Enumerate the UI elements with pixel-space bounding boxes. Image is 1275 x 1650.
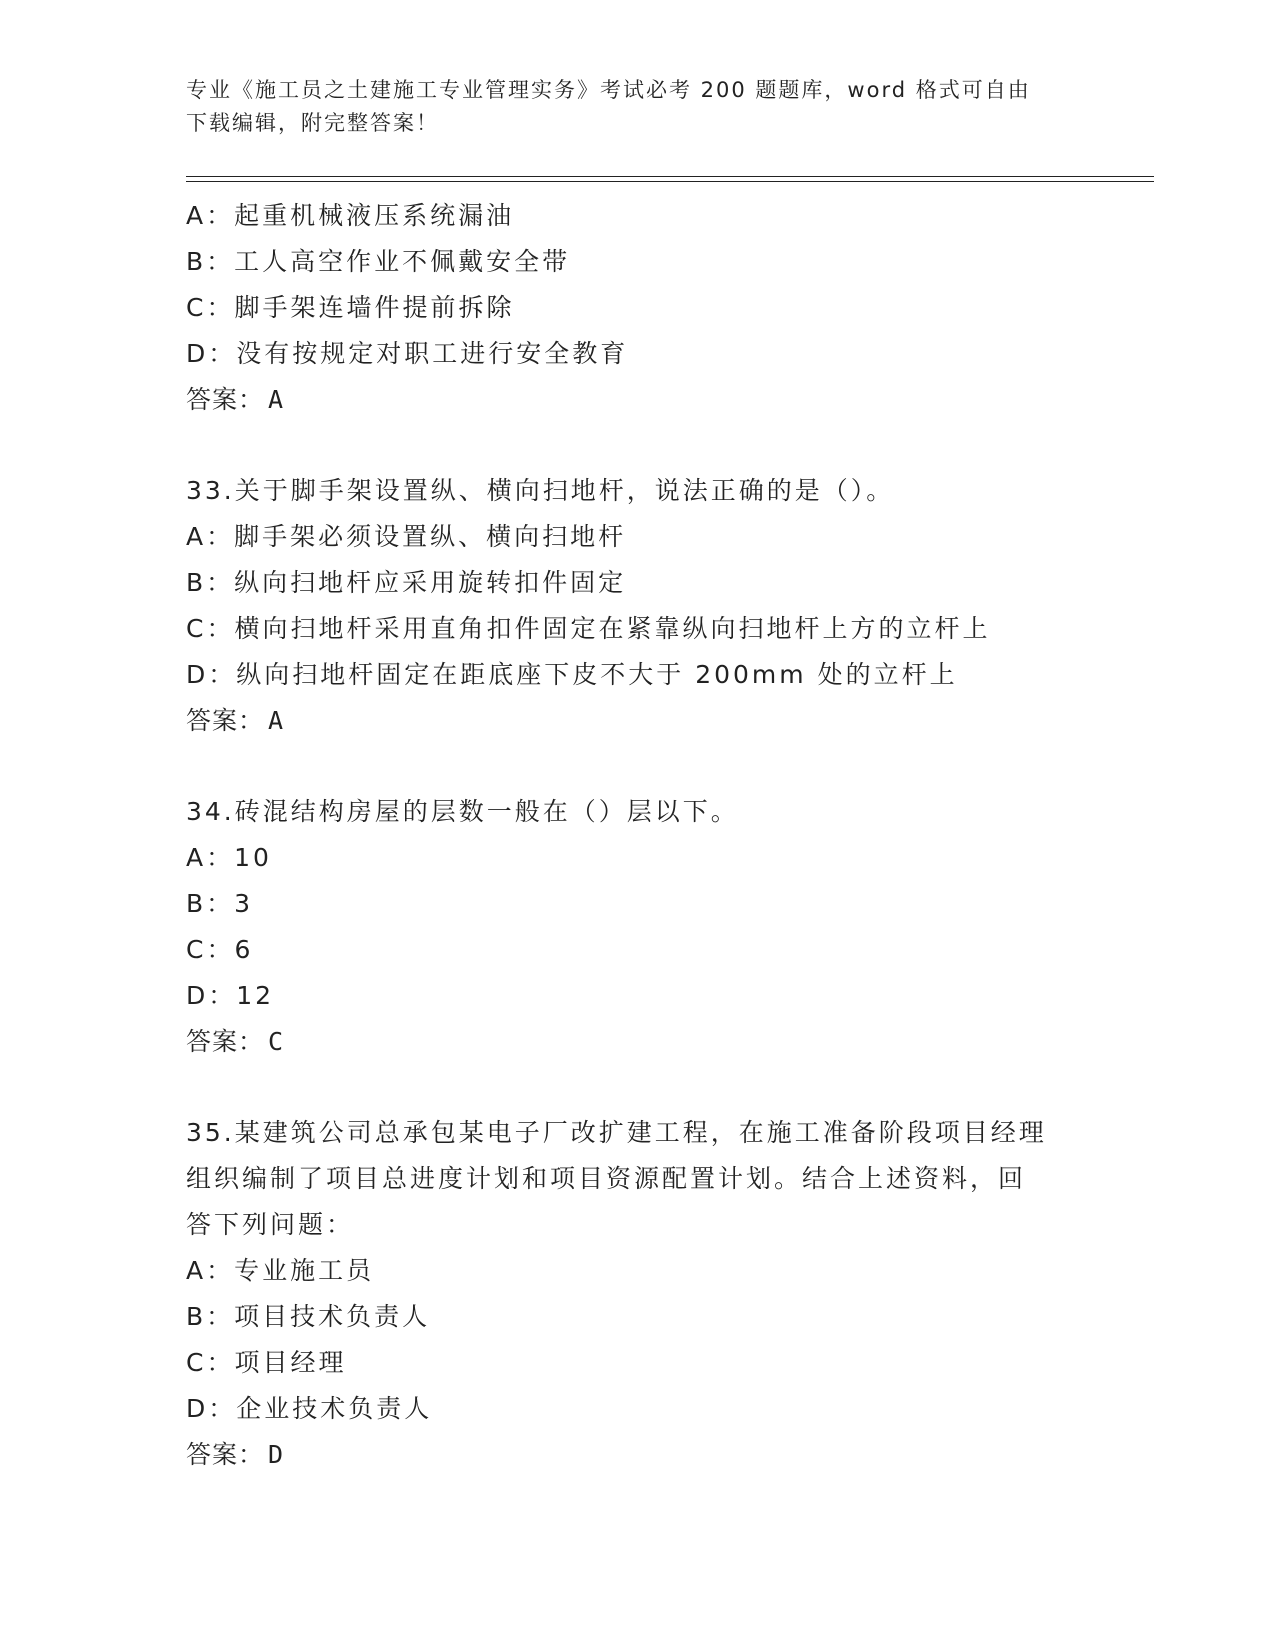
option-a: A：专业施工员: [186, 1256, 375, 1285]
option-b: B：项目技术负责人: [186, 1302, 431, 1331]
answer-value: A: [268, 385, 285, 414]
answer-line: [186, 1432, 1086, 1478]
option-a: A：起重机械液压系统漏油: [186, 201, 515, 230]
answer-line: [186, 377, 1086, 423]
option-c: C：脚手架连墙件提前拆除: [186, 293, 515, 322]
answer-line: [186, 1019, 1086, 1065]
option-b: B：纵向扫地杆应采用旋转扣件固定: [186, 568, 627, 597]
answer-label: 答案：: [186, 385, 265, 414]
option-d: D：纵向扫地杆固定在距底座下皮不大于 200mm 处的立杆上: [186, 660, 958, 689]
option-c: C：6: [186, 935, 254, 964]
option-d: D：没有按规定对职工进行安全教育: [186, 339, 629, 368]
header-rule-top: [186, 176, 1154, 177]
header-line-1: 专业《施工员之土建施工专业管理实务》考试必考 200 题题库，word 格式可自由: [186, 78, 1031, 102]
question-text-line-1: 35.某建筑公司总承包某电子厂改扩建工程，在施工准备阶段项目经理: [186, 1118, 1047, 1147]
answer-value: D: [268, 1440, 285, 1469]
option-b: B：工人高空作业不佩戴安全带: [186, 247, 571, 276]
answer-line: [186, 698, 1086, 744]
question-text-line-3: 答下列问题：: [186, 1210, 355, 1239]
header-rule-bottom: [186, 181, 1154, 182]
block-spacer: [186, 744, 1086, 789]
option-c: C：横向扫地杆采用直角扣件固定在紧靠纵向扫地杆上方的立杆上: [186, 614, 991, 643]
option-a: A：脚手架必须设置纵、横向扫地杆: [186, 522, 627, 551]
option-d: D：12: [186, 981, 275, 1010]
answer-label: 答案：: [186, 1027, 265, 1056]
option-b: B：3: [186, 889, 254, 918]
question-block-34: [186, 789, 1086, 1065]
question-text: 33.关于脚手架设置纵、横向扫地杆，说法正确的是（）。: [186, 476, 895, 505]
answer-value: A: [268, 706, 285, 735]
option-a: A：10: [186, 843, 272, 872]
question-text: 34.砖混结构房屋的层数一般在（）层以下。: [186, 797, 739, 826]
answer-value: C: [268, 1027, 285, 1056]
question-list: [186, 193, 1086, 1478]
document-header: [186, 74, 1086, 140]
answer-label: 答案：: [186, 706, 265, 735]
question-block-32: [186, 193, 1086, 423]
question-block-33: [186, 468, 1086, 744]
option-d: D：企业技术负责人: [186, 1394, 433, 1423]
header-line-2: 下载编辑，附完整答案！: [186, 111, 439, 135]
option-c: C：项目经理: [186, 1348, 347, 1377]
answer-label: 答案：: [186, 1440, 265, 1469]
block-spacer: [186, 1065, 1086, 1110]
block-spacer: [186, 423, 1086, 468]
question-text-line-2: 组织编制了项目总进度计划和项目资源配置计划。结合上述资料，回: [186, 1164, 1027, 1193]
question-block-35: [186, 1110, 1086, 1478]
